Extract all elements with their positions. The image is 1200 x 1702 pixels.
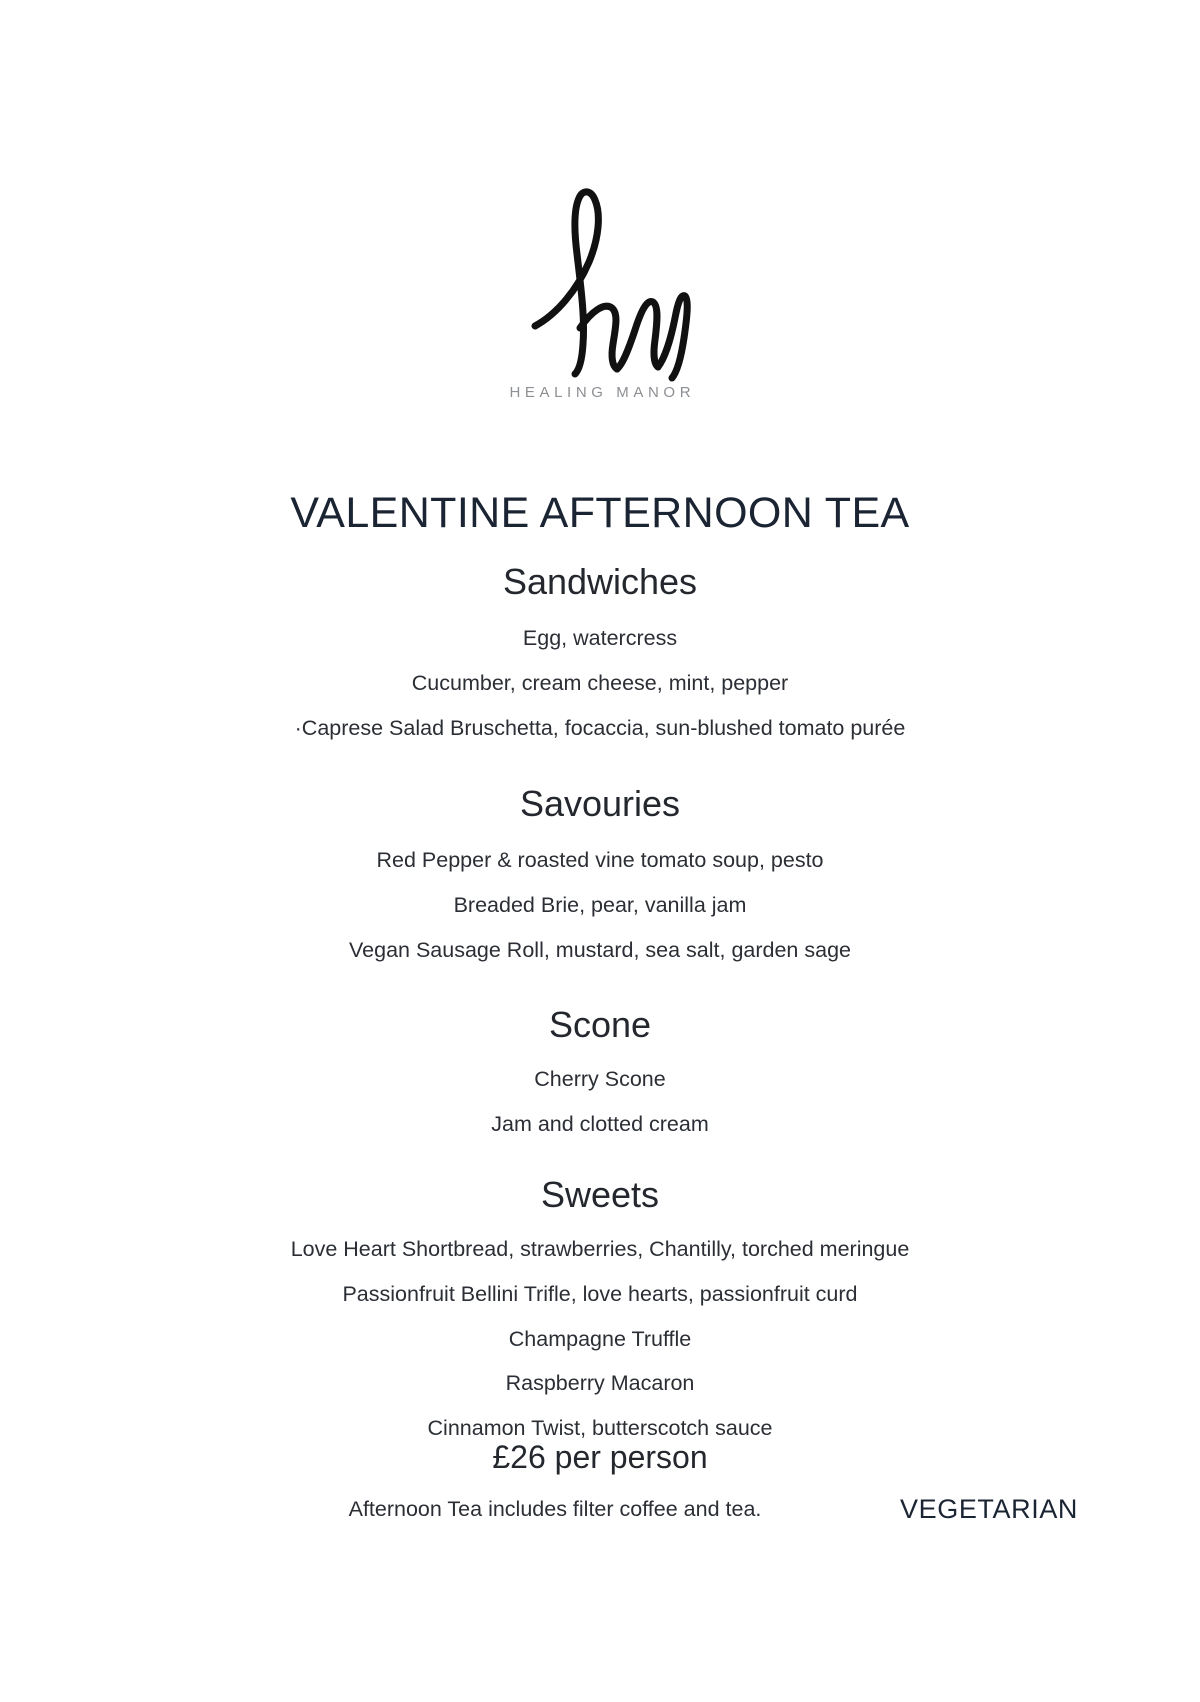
menu-item: Breaded Brie, pear, vanilla jam [453, 892, 747, 917]
brand-name: HEALING MANOR [509, 384, 696, 401]
menu-item: ·Caprese Salad Bruschetta, focaccia, sun-blushed tomato purée [294, 715, 906, 740]
menu-item: Champagne Truffle [508, 1326, 692, 1351]
vegetarian-label: VEGETARIAN [900, 1494, 1079, 1525]
course-heading: Sandwiches [502, 561, 698, 602]
price-text: £26 per person [492, 1439, 708, 1475]
course-heading: Savouries [519, 782, 681, 824]
menu-item: Cucumber, cream cheese, mint, pepper [411, 671, 789, 696]
menu-body [0, 560, 1200, 1460]
course-sandwiches [0, 560, 1200, 742]
menu-item: Cherry Scone [534, 1066, 666, 1091]
menu-footer [0, 1438, 1200, 1528]
menu-item: Egg, watercress [522, 626, 678, 651]
page-title: VALENTINE AFTERNOON TEA [290, 489, 910, 537]
course-item-list [0, 625, 1200, 742]
course-item-list [0, 1066, 1200, 1138]
menu-item: Red Pepper & roasted vine tomato soup, pesto [376, 848, 824, 872]
course-item-list [0, 1236, 1200, 1442]
menu-item: Passionfruit Bellini Trifle, love hearts, passionfruit curd [342, 1281, 858, 1306]
course-heading: Scone [548, 1003, 652, 1045]
course-heading: Sweets [540, 1173, 660, 1215]
menu-item: Jam and clotted cream [491, 1111, 709, 1136]
footer-row [0, 1494, 1200, 1528]
hm-script-monogram-icon [505, 178, 695, 383]
menu-item: Cinnamon Twist, butterscotch sauce [427, 1416, 773, 1441]
brand-block [0, 178, 1200, 400]
menu-item: Vegan Sausage Roll, mustard, sea salt, garden sage [349, 937, 851, 962]
course-item-list [0, 847, 1200, 964]
includes-note: Afternoon Tea includes filter coffee and tea. [348, 1497, 762, 1522]
menu-item: Raspberry Macaron [505, 1371, 695, 1396]
menu-item: Love Heart Shortbread, strawberries, Chantilly, torched meringue [290, 1236, 910, 1261]
course-scone [0, 1003, 1200, 1138]
course-sweets [0, 1173, 1200, 1443]
course-savouries [0, 782, 1200, 964]
